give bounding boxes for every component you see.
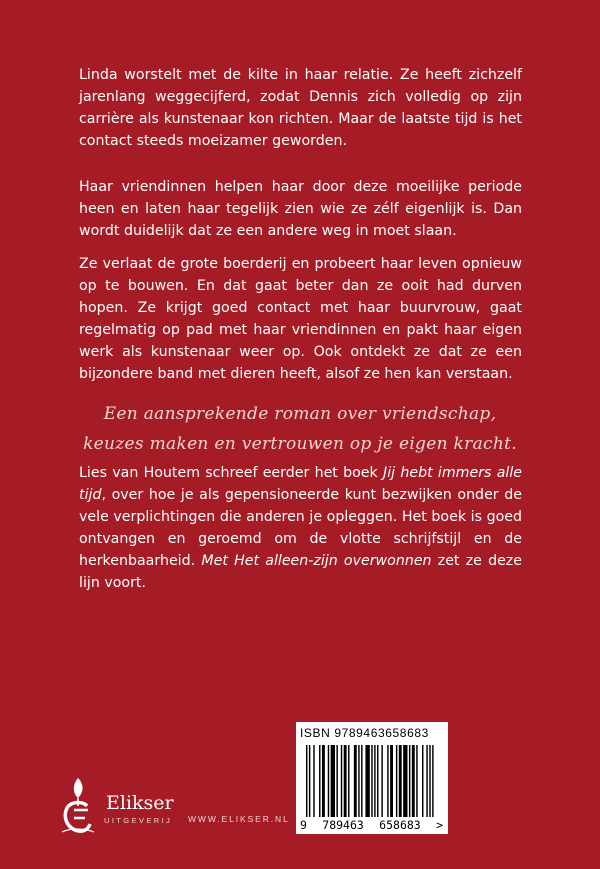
blurb-paragraph-2: Haar vriendinnen helpen haar door deze moeilijke periode heen en laten haar tegelijk zien wie ze zélf eigenlijk is. Dan wordt duidelijk dat ze een andere weg in moet slaan. [79,179,522,239]
publisher-logo [40,776,210,836]
barcode-bar [387,745,388,817]
barcode-digit-group-2: 658683 [379,818,421,832]
barcode-digit-end: > [436,818,443,832]
publisher-subtitle: UITGEVERIJ [104,816,173,825]
barcode-bar [426,745,427,817]
barcode-bar [322,745,325,817]
barcode-bar [381,745,382,817]
barcode-bar [422,745,423,817]
barcode-bar [328,745,329,817]
barcode-bar [344,745,347,817]
publisher-website: WWW.ELIKSER.NL [188,814,290,824]
current-book-title: Met Het alleen-zijn overwonnen [201,553,432,569]
barcode-bar [365,745,369,817]
tagline-line-2: keuzes maken en vertrouwen op je eigen kracht. [83,434,517,454]
elikser-quill-icon [54,776,102,836]
author-bio [79,462,522,594]
barcode-bar [331,745,335,817]
barcode-digits [300,818,444,832]
barcode-digit-group-1: 789463 [322,818,364,832]
barcode-bar [354,745,357,817]
barcode-bar [358,745,359,817]
barcode-bar [432,745,433,817]
blurb-paragraph-3: Ze verlaat de grote boerderij en probeert haar leven opnieuw op te bouwen. En dat gaat beter dan ze ooit had durven hopen. Ze krijgt goed contact met haar buurvrouw, gaat regelmatig op pad met haar vriendinnen en pakt haar eigen werk als kunstenaar weer op. Ook ontdekt ze dat ze een bijzondere band met dieren heeft, alsof ze hen kan verstaan. [79,256,522,382]
blurb-paragraph-1: Linda worstelt met de kilte in haar relatie. Ze heeft zichzelf jarenlang weggecijferd, zodat Dennis zich volledig op zijn carrière als kunstenaar kon richten. Maar de laatste tijd is het contact steeds moeizamer geworden. [79,67,522,149]
barcode-bar [348,745,349,817]
isbn-label: ISBN 9789463658683 [300,726,429,740]
barcode-bar [429,745,430,817]
author-bio-text-1: Lies van Houtem schreef eerder het boek [79,465,384,481]
barcode-bar [374,745,375,817]
barcode-bar [416,745,417,817]
publisher-name: Elikser [106,792,174,814]
barcode-bar [396,745,397,817]
barcode-bar [319,745,320,817]
barcode-bar [336,745,337,817]
barcode-bar [399,745,402,817]
barcode-bar [390,745,393,817]
barcode-bar [409,745,410,817]
barcode-bar [403,745,407,817]
barcode-bar [341,745,342,817]
isbn-barcode [296,722,448,834]
barcode-bar [313,745,314,817]
tagline [60,399,540,459]
barcode-bar [371,745,372,817]
barcode-bars [300,745,444,817]
tagline-line-1: Een aansprekende roman over vriendschap, [103,404,497,424]
barcode-bar [306,745,307,817]
barcode-bar [309,745,310,817]
barcode-bar [412,745,415,817]
author-bio-text-3: zet ze deze lijn voort. [79,553,522,591]
barcode-bar [377,745,378,817]
barcode-bar [361,745,362,817]
barcode-digit-first: 9 [300,818,307,832]
author-bio-text-2: , over hoe je als gepensioneerde kunt bezwijken onder de vele verplichtingen die anderen je opleggen. Het boek is goed ontvangen en geroemd om de vlotte schrijfstijl en de herkenbaarheid. [79,487,522,569]
previous-book-title: Jij hebt immers alle tijd [79,465,522,503]
